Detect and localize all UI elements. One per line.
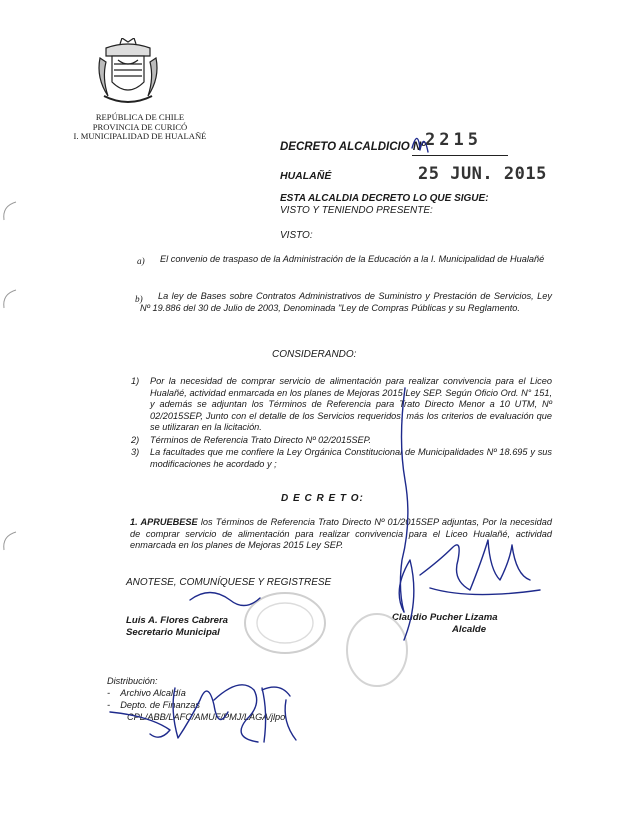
intro-line-1: ESTA ALCALDIA DECRETO LO QUE SIGUE: — [280, 193, 489, 204]
decreto-body-lead: 1. APRUEBESE — [130, 517, 198, 527]
decreto-title: D E C R E T O: — [281, 493, 364, 504]
header-line-municipality: I. MUNICIPALIDAD DE HUALAÑÉ — [73, 131, 207, 142]
signer-left-role: Secretario Municipal — [126, 627, 220, 638]
visto-title: VISTO: — [280, 230, 313, 241]
considerando-item-2-text: Términos de Referencia Trato Directo Nº 02/2015SEP. — [150, 435, 372, 445]
distribucion-item-2-text: Depto. de Finanzas — [120, 700, 200, 710]
header-line-republic: REPÚBLICA DE CHILE — [95, 112, 185, 122]
decreto-number: 2215 — [425, 130, 482, 150]
intro-line-2: VISTO Y TENIENDO PRESENTE: — [280, 205, 433, 216]
distribucion-initials: CPL/ABB/LAFC/AMUF/PMJ/LAGA/jlpo — [127, 712, 286, 722]
signer-right-name: Claudio Pucher Lizama — [392, 612, 498, 623]
distribucion-title: Distribución: — [107, 676, 158, 686]
visto-item-a-marker: a) — [137, 256, 145, 266]
header-line-province: PROVINCIA DE CURICÓ — [92, 121, 188, 132]
signer-right-role: Alcalde — [452, 624, 487, 635]
considerando-item-1-marker: 1) — [131, 376, 140, 386]
distribucion-item-1: - Archivo Alcaldía — [107, 688, 186, 698]
visto-item-b-text: La ley de Bases sobre Contratos Administrativos de Suministro y Prestación de Servicios, Ley Nº 19.886 del 30 de Julio de 2003, Denominada "Ley de Compras Públicas y su Reglamento. — [140, 291, 552, 313]
distribucion-item-2: - Depto. de Finanzas — [107, 700, 200, 710]
date-stamp: 25 JUN. 2015 — [418, 164, 547, 184]
considerando-item-3-marker: 3) — [131, 447, 140, 457]
considerando-item-3-text: La facultades que me confiere la Ley Orgánica Constitucional de Municipalidades Nº 18.695 y sus modificaciones he acordado y ; — [150, 447, 552, 469]
signer-left-name: Luis A. Flores Cabrera — [126, 615, 229, 626]
considerando-item-2-marker: 2) — [131, 435, 140, 445]
distribucion-item-1-text: Archivo Alcaldía — [120, 688, 186, 698]
considerando-item-1-text: Por la necesidad de comprar servicio de alimentación para realizar convivencia para el Liceo Hualañé, actividad enmarcada en los planes de Mejoras 2015 Ley SEP. Según Oficio Ord. N° 151, y además se adjuntan los Términos de Referencia para Trato Directo Menor a 10 UTM, Nº 02/2015SEP, Junto con el detalle de los Servicios requeridos, más los criterios de evaluación que se utilizaran en la licitación. — [150, 376, 552, 433]
visto-item-a-text: El convenio de traspaso de la Administración de la Educación a la I. Municipalidad de Hualañé — [160, 254, 545, 264]
decreto-body-text: los Términos de Referencia Trato Directo Nº 01/2015SEP adjuntas, Por la necesidad de comprar servicio de alimentación para realizar convivencia para el Liceo Hualañé, actividad enmarcada en los planes de Mejoras 2015 Ley SEP. — [130, 517, 552, 551]
place-label: HUALAÑÉ — [280, 170, 332, 182]
considerando-title: CONSIDERANDO: — [272, 349, 357, 360]
visto-item-b-marker: b) — [135, 294, 143, 304]
decreto-label: DECRETO ALCALDICIO Nº — [280, 141, 426, 153]
anotese-line: ANOTESE, COMUNÍQUESE Y REGISTRESE — [126, 577, 332, 588]
